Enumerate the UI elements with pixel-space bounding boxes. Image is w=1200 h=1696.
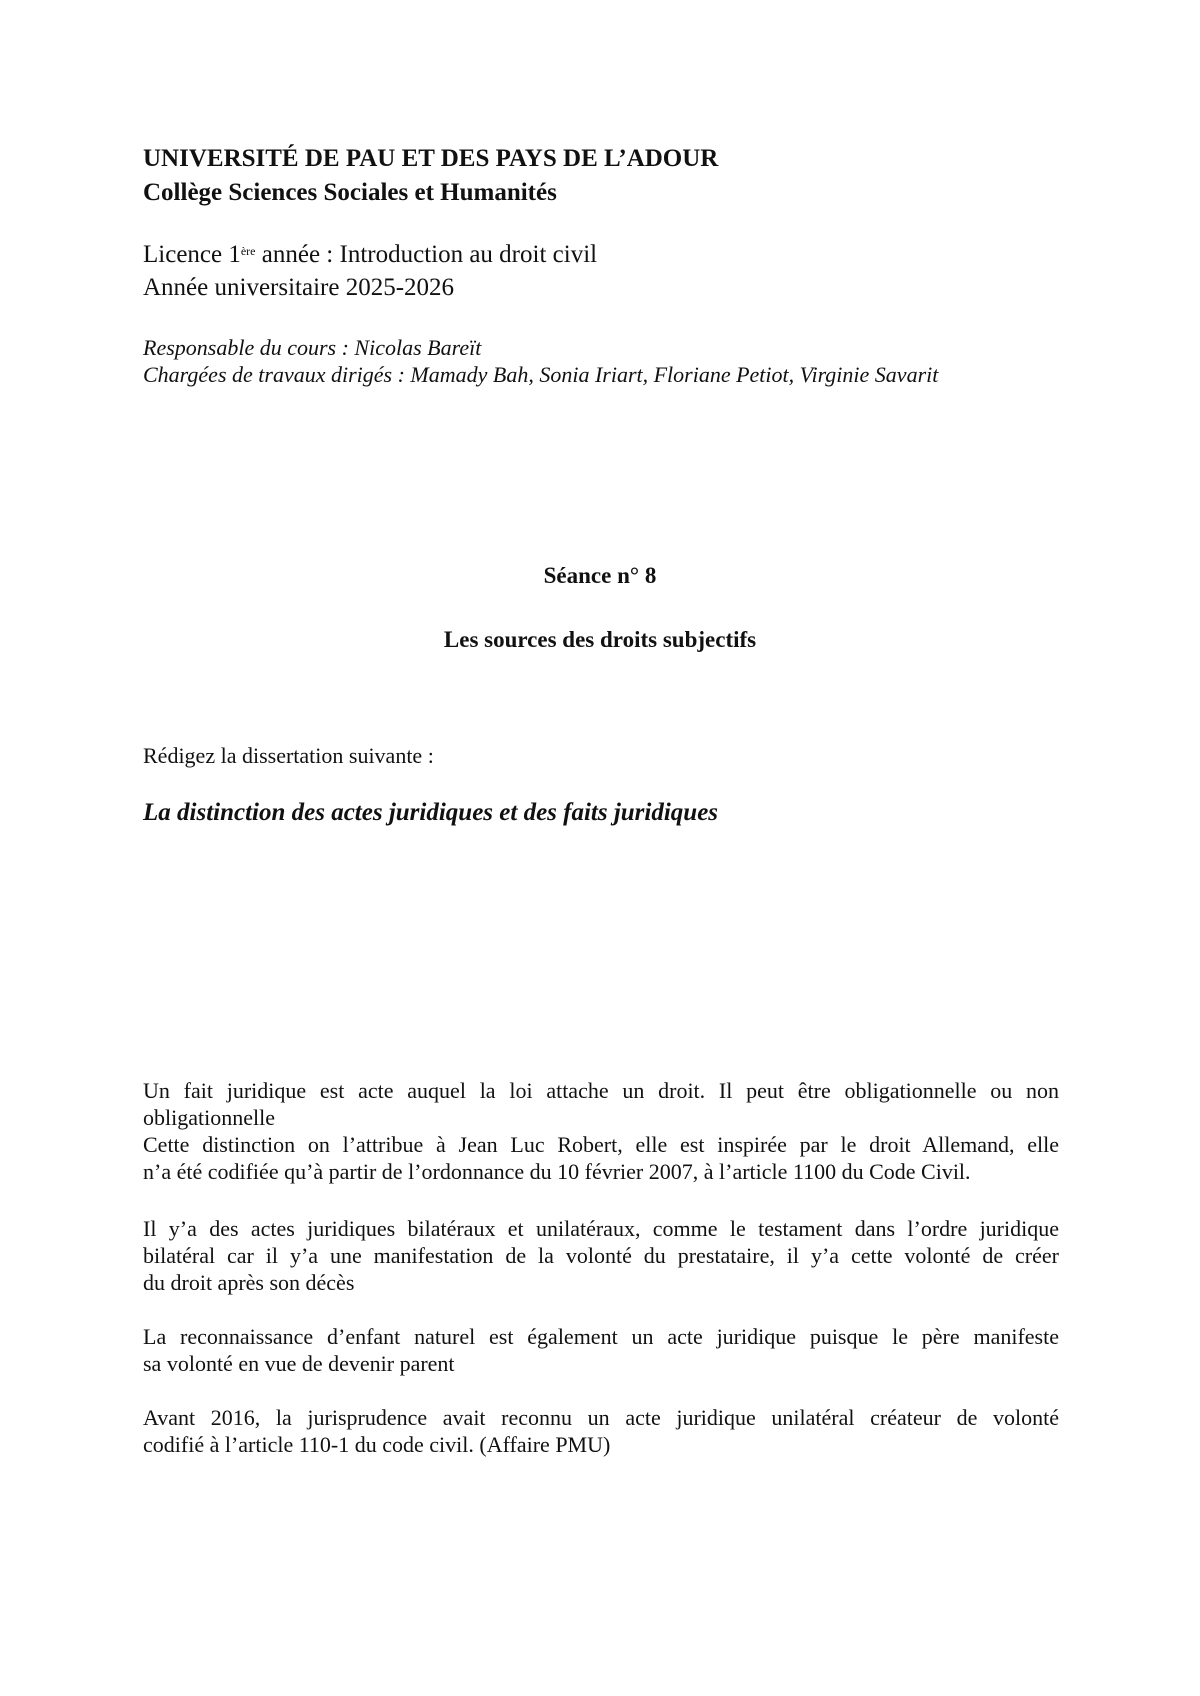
course-responsible: Responsable du cours : Nicolas Bareït — [143, 335, 482, 360]
note-line: sa volonté en vue de devenir parent — [143, 1351, 455, 1376]
assignment-instruction: Rédigez la dissertation suivante : — [143, 743, 434, 768]
licence-ordinal: ère — [240, 244, 256, 258]
academic-year: Année universitaire 2025-2026 — [143, 274, 455, 301]
course-title — [143, 240, 597, 270]
note-line: obligationnelle — [143, 1105, 275, 1130]
note-paragraph — [143, 1404, 1059, 1458]
session-theme: Les sources des droits subjectifs — [443, 627, 757, 652]
note-line: Avant 2016, la jurisprudence avait reconnu un acte juridique unilatéral créateur de volonté — [143, 1405, 1059, 1430]
note-line: Cette distinction on l’attribue à Jean Luc Robert, elle est inspirée par le droit Allemand, elle — [143, 1132, 1059, 1157]
note-line: du droit après son décès — [143, 1270, 355, 1295]
note-paragraph — [143, 1077, 1059, 1131]
session-number: Séance n° 8 — [543, 563, 657, 588]
note-paragraph — [143, 1131, 1059, 1185]
licence-suffix: année : Introduction au droit civil — [255, 241, 598, 268]
college-name: Collège Sciences Sociales et Humanités — [143, 179, 557, 206]
note-line: La reconnaissance d’enfant naturel est également un acte juridique puisque le père manifeste — [143, 1324, 1059, 1349]
note-paragraph — [143, 1215, 1059, 1296]
licence-prefix: Licence 1 — [143, 241, 241, 268]
note-paragraph — [143, 1323, 1059, 1377]
note-line: n’a été codifiée qu’à partir de l’ordonnance du 10 février 2007, à l’article 1100 du Code Civil. — [143, 1159, 971, 1184]
note-line: Un fait juridique est acte auquel la loi attache un droit. Il peut être obligationnelle ou non — [143, 1078, 1059, 1103]
note-line: Il y’a des actes juridiques bilatéraux et unilatéraux, comme le testament dans l’ordre juridique — [143, 1216, 1059, 1241]
university-name: UNIVERSITÉ DE PAU ET DES PAYS DE L’ADOUR — [143, 145, 719, 172]
note-line: codifié à l’article 110-1 du code civil. (Affaire PMU) — [143, 1432, 611, 1457]
dissertation-subject: La distinction des actes juridiques et des faits juridiques — [143, 799, 719, 826]
note-line: bilatéral car il y’a une manifestation de la volonté du prestataire, il y’a cette volonté de créer — [143, 1243, 1059, 1268]
course-tutors: Chargées de travaux dirigés : Mamady Bah, Sonia Iriart, Floriane Petiot, Virginie Savarit — [143, 362, 939, 387]
